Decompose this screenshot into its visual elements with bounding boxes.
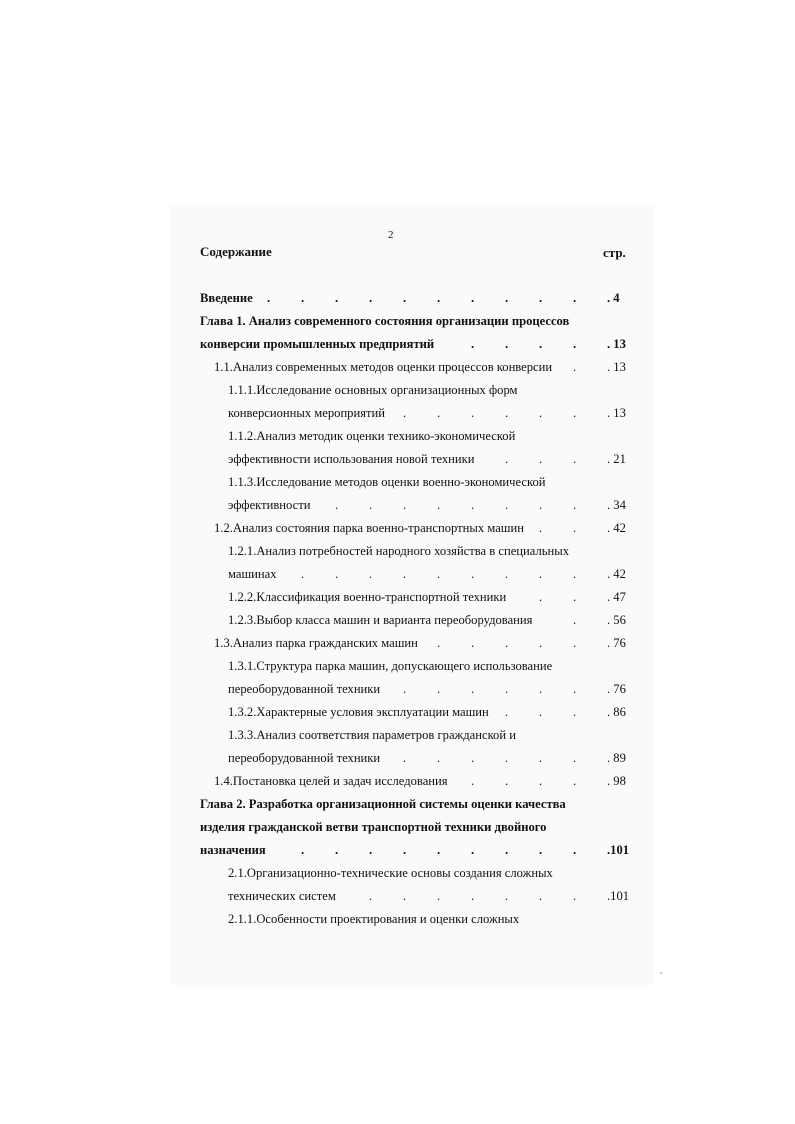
leader-dot: . xyxy=(437,636,441,650)
toc-entry xyxy=(0,448,795,470)
leader-dot: . xyxy=(573,751,577,765)
leader-dot: . xyxy=(403,889,407,903)
leader-dot: . xyxy=(471,889,475,903)
toc-entry-text: 1.1.1.Исследование основных организационных форм xyxy=(228,383,518,397)
toc-entry xyxy=(0,724,795,746)
leader-dot: . xyxy=(369,843,373,857)
toc-entry-text: конверсионных мероприятий xyxy=(228,406,385,420)
leader-dot: . xyxy=(471,774,475,788)
page-number: 2 xyxy=(388,229,394,241)
toc-entry-page: . 76 xyxy=(607,682,626,696)
toc-entry-page: . 13 xyxy=(607,337,626,351)
toc-entry xyxy=(0,793,795,815)
toc-entry-page: . 13 xyxy=(607,406,626,420)
leader-dot: . xyxy=(539,521,543,535)
toc-entry-text: машинах xyxy=(228,567,277,581)
leader-dot: . xyxy=(573,590,577,604)
leader-dot: . xyxy=(403,291,407,305)
leader-dot: . xyxy=(301,291,305,305)
leader-dot: . xyxy=(573,406,577,420)
toc-entry xyxy=(0,701,795,723)
toc-entry xyxy=(0,540,795,562)
leader-dot: . xyxy=(573,889,577,903)
leader-dot: . xyxy=(403,843,407,857)
leader-dot: . xyxy=(539,751,543,765)
leader-dot: . xyxy=(505,498,509,512)
toc-entry-page: . 42 xyxy=(607,567,626,581)
leader-dot: . xyxy=(471,406,475,420)
leader-dot: . xyxy=(335,291,339,305)
toc-entry-page: . 13 xyxy=(607,360,626,374)
leader-dot: . xyxy=(403,406,407,420)
toc-entry-page: . 76 xyxy=(607,636,626,650)
leader-dot: . xyxy=(573,360,577,374)
toc-entry xyxy=(0,816,795,838)
toc-entry-text: 1.3.Анализ парка гражданских машин xyxy=(214,636,418,650)
leader-dot: . xyxy=(505,337,509,351)
toc-entry-text: 1.2.2.Классификация военно-транспортной техники xyxy=(228,590,507,604)
leader-dot: . xyxy=(505,406,509,420)
leader-dot: . xyxy=(335,498,339,512)
leader-dot: . xyxy=(573,613,577,627)
leader-dot: . xyxy=(539,705,543,719)
toc-entry-text: 1.1.Анализ современных методов оценки процессов конверсии xyxy=(214,360,553,374)
toc-entry-page: . 47 xyxy=(607,590,626,604)
toc-entry xyxy=(0,655,795,677)
leader-dot: . xyxy=(403,498,407,512)
leader-dot: . xyxy=(437,889,441,903)
toc-entry xyxy=(0,586,795,608)
toc-entry-page: . 34 xyxy=(607,498,626,512)
toc-entry-text: 1.3.1.Структура парка машин, допускающего использование xyxy=(228,659,553,673)
scan-speck xyxy=(660,972,662,974)
leader-dot: . xyxy=(505,567,509,581)
leader-dot: . xyxy=(369,498,373,512)
leader-dot: . xyxy=(369,567,373,581)
toc-entry xyxy=(0,885,795,907)
toc-entry-text: 1.3.3.Анализ соответствия параметров гражданской и xyxy=(228,728,516,742)
leader-dot: . xyxy=(471,291,475,305)
toc-entry-text: конверсии промышленных предприятий xyxy=(200,337,435,351)
toc-entry xyxy=(0,632,795,654)
leader-dot: . xyxy=(573,498,577,512)
contents-title: Содержание xyxy=(200,244,272,259)
toc-entry-page: .101 xyxy=(607,889,630,903)
toc-entry-text: 1.3.2.Характерные условия эксплуатации машин xyxy=(228,705,489,719)
leader-dot: . xyxy=(471,682,475,696)
leader-dot: . xyxy=(505,291,509,305)
toc-entry xyxy=(0,678,795,700)
pages-column-label: стр. xyxy=(603,245,626,260)
leader-dot: . xyxy=(267,291,271,305)
leader-dot: . xyxy=(505,843,509,857)
toc-entry-page: . 21 xyxy=(607,452,626,466)
leader-dot: . xyxy=(471,843,475,857)
toc-entry xyxy=(0,402,795,424)
toc-entry xyxy=(0,379,795,401)
leader-dot: . xyxy=(539,337,543,351)
toc-entry xyxy=(0,310,795,332)
toc-entry-text: технических систем xyxy=(228,889,336,903)
leader-dot: . xyxy=(573,452,577,466)
leader-dot: . xyxy=(505,452,509,466)
toc-entry-text: Введение xyxy=(200,291,253,305)
leader-dot: . xyxy=(471,567,475,581)
toc-entry-page: . 98 xyxy=(607,774,626,788)
toc-entry xyxy=(0,356,795,378)
toc-entry xyxy=(0,609,795,631)
leader-dot: . xyxy=(539,636,543,650)
leader-dot: . xyxy=(437,406,441,420)
leader-dot: . xyxy=(437,291,441,305)
toc-entry-text: эффективности использования новой техники xyxy=(228,452,475,466)
leader-dot: . xyxy=(573,774,577,788)
toc-entry-page: . 56 xyxy=(607,613,626,627)
toc-entry-text: переоборудованной техники xyxy=(228,682,381,696)
leader-dot: . xyxy=(539,590,543,604)
leader-dot: . xyxy=(573,705,577,719)
leader-dot: . xyxy=(437,498,441,512)
toc-entry-text: назначения xyxy=(200,843,266,857)
toc-entry xyxy=(0,839,795,861)
toc-entry-text: 1.4.Постановка целей и задач исследования xyxy=(214,774,448,788)
toc-entry-text: Глава 2. Разработка организационной системы оценки качества xyxy=(200,797,566,811)
toc-entry-text: 1.2.3.Выбор класса машин и варианта переоборудования xyxy=(228,613,533,627)
leader-dot: . xyxy=(437,751,441,765)
toc-entry-text: 1.1.3.Исследование методов оценки военно-экономической xyxy=(228,475,546,489)
leader-dot: . xyxy=(403,567,407,581)
leader-dot: . xyxy=(539,406,543,420)
leader-dot: . xyxy=(437,567,441,581)
toc-entry xyxy=(0,287,795,309)
toc-entry-page: . 86 xyxy=(607,705,626,719)
toc-entry-text: 1.2.1.Анализ потребностей народного хозяйства в специальных xyxy=(228,544,570,558)
toc-entry-text: 2.1.1.Особенности проектирования и оценки сложных xyxy=(228,912,520,926)
toc-entry-text: изделия гражданской ветви транспортной техники двойного xyxy=(200,820,547,834)
toc-entry-text: Глава 1. Анализ современного состояния организации процессов xyxy=(200,314,570,328)
leader-dot: . xyxy=(335,567,339,581)
toc-entry-text: 2.1.Организационно-технические основы создания сложных xyxy=(228,866,553,880)
leader-dot: . xyxy=(369,889,373,903)
leader-dot: . xyxy=(505,682,509,696)
toc-entry xyxy=(0,494,795,516)
toc-entry-text: эффективности xyxy=(228,498,311,512)
toc-entry xyxy=(0,862,795,884)
leader-dot: . xyxy=(539,452,543,466)
leader-dot: . xyxy=(471,636,475,650)
leader-dot: . xyxy=(539,889,543,903)
leader-dot: . xyxy=(505,636,509,650)
leader-dot: . xyxy=(301,567,305,581)
toc-entry xyxy=(0,333,795,355)
leader-dot: . xyxy=(471,337,475,351)
leader-dot: . xyxy=(505,705,509,719)
leader-dot: . xyxy=(539,843,543,857)
leader-dot: . xyxy=(301,843,305,857)
toc-entry xyxy=(0,517,795,539)
leader-dot: . xyxy=(539,682,543,696)
leader-dot: . xyxy=(573,337,577,351)
leader-dot: . xyxy=(505,774,509,788)
toc-entry xyxy=(0,770,795,792)
leader-dot: . xyxy=(573,636,577,650)
toc-entry xyxy=(0,563,795,585)
toc-entry-text: переоборудованной техники xyxy=(228,751,381,765)
leader-dot: . xyxy=(403,751,407,765)
toc-entry xyxy=(0,471,795,493)
toc-entry-text: 1.2.Анализ состояния парка военно-транспортных машин xyxy=(214,521,524,535)
leader-dot: . xyxy=(573,843,577,857)
toc-entry xyxy=(0,747,795,769)
leader-dot: . xyxy=(573,682,577,696)
toc-entry xyxy=(0,908,795,930)
leader-dot: . xyxy=(403,682,407,696)
leader-dot: . xyxy=(539,567,543,581)
leader-dot: . xyxy=(471,498,475,512)
leader-dot: . xyxy=(437,682,441,696)
leader-dot: . xyxy=(539,774,543,788)
leader-dot: . xyxy=(505,751,509,765)
leader-dot: . xyxy=(573,291,577,305)
toc-entry-page: . 4 xyxy=(607,291,620,305)
leader-dot: . xyxy=(369,291,373,305)
leader-dot: . xyxy=(539,498,543,512)
toc-entry-text: 1.1.2.Анализ методик оценки технико-экономической xyxy=(228,429,516,443)
leader-dot: . xyxy=(471,751,475,765)
leader-dot: . xyxy=(437,843,441,857)
leader-dot: . xyxy=(335,843,339,857)
leader-dot: . xyxy=(573,567,577,581)
toc-entry-page: .101 xyxy=(607,843,630,857)
toc-entry-page: . 42 xyxy=(607,521,626,535)
leader-dot: . xyxy=(573,521,577,535)
toc-entry xyxy=(0,425,795,447)
toc-entry-page: . 89 xyxy=(607,751,626,765)
leader-dot: . xyxy=(505,889,509,903)
leader-dot: . xyxy=(539,291,543,305)
